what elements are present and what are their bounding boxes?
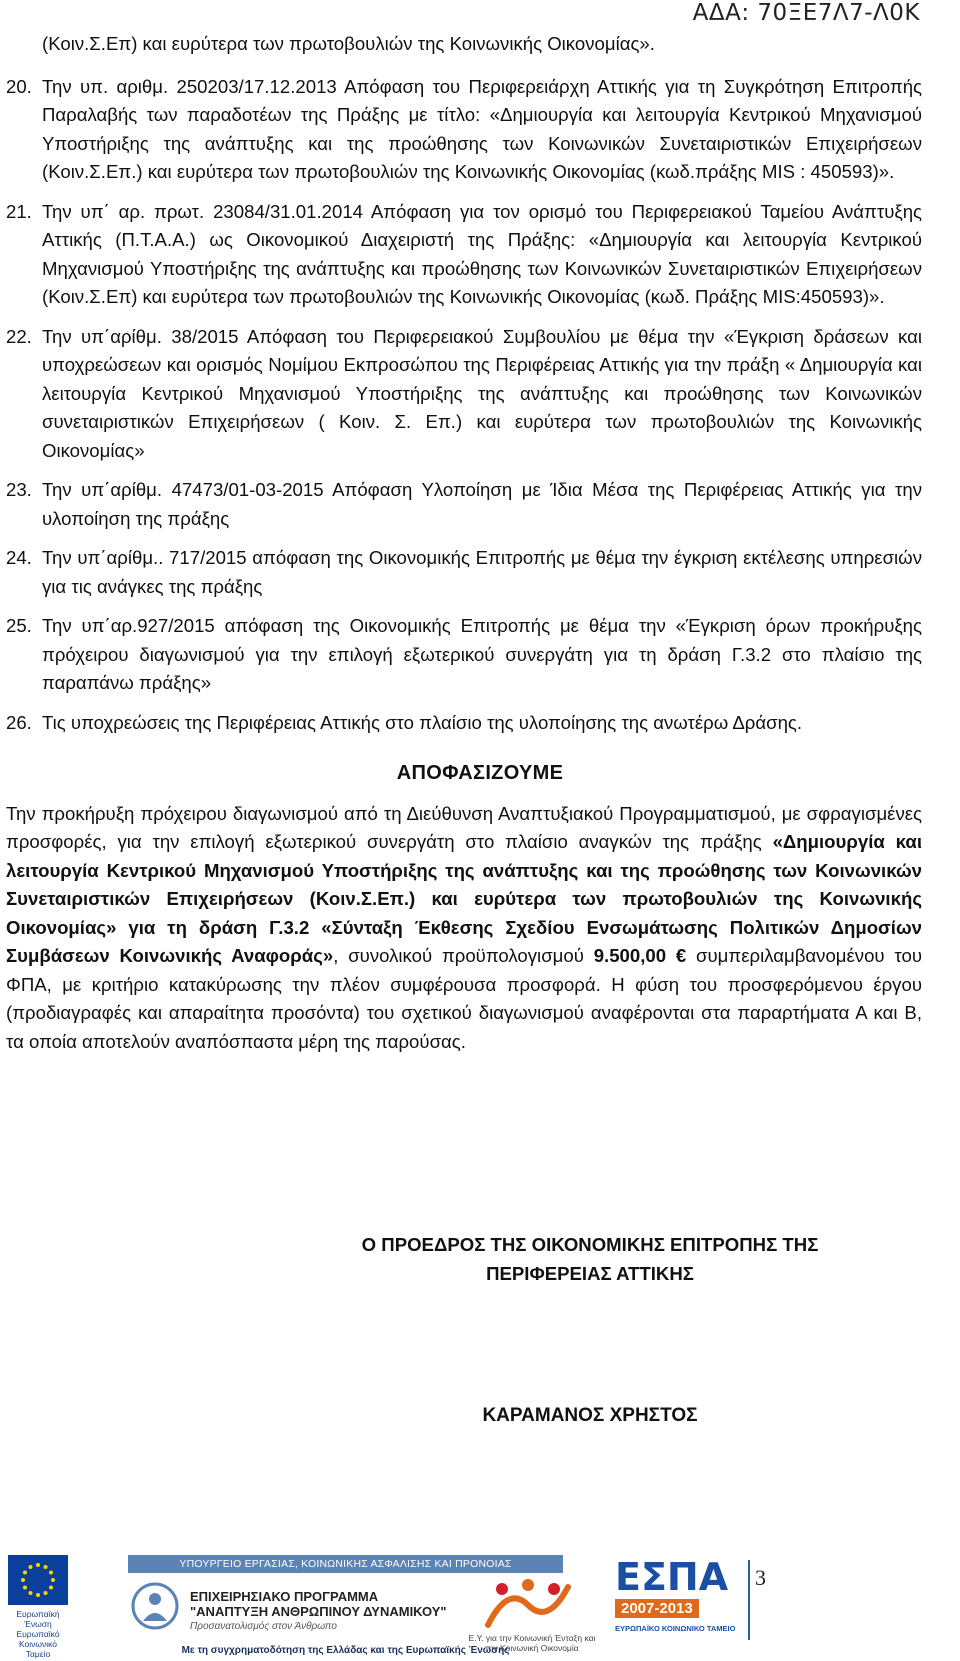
list-item bbox=[0, 476, 960, 533]
list-item bbox=[0, 198, 960, 312]
ministry-banner: ΥΠΟΥΡΓΕΙΟ ΕΡΓΑΣΙΑΣ, ΚΟΙΝΩΝΙΚΗΣ ΑΣΦΑΛΙΣΗΣ ΚΑΙ ΠΡΟΝΟΙΑΣ bbox=[128, 1555, 563, 1573]
item-number: 23. bbox=[6, 479, 32, 500]
document-body bbox=[0, 30, 960, 1056]
program-title-line1: ΕΠΙΧΕΙΡΗΣΙΑΚΟ ΠΡΟΓΡΑΜΜΑ bbox=[190, 1589, 379, 1604]
program-subtitle: Προσανατολισμός στον Άνθρωπο bbox=[190, 1621, 337, 1632]
decision-text-part2: , συνολικού προϋπολογισμού bbox=[333, 945, 594, 966]
espa-title: ΕΣΠΑ bbox=[615, 1555, 729, 1599]
eu-logo bbox=[8, 1555, 68, 1659]
program-logo-icon bbox=[130, 1581, 180, 1631]
item-number: 20. bbox=[6, 75, 32, 97]
decision-text-part1: Την προκήρυξη πρόχειρου διαγωνισμού από τη Διεύθυνση Αναπτυξιακού Προγραμματισμού, με σφραγισμένες προσφορές, για την επιλογή εξωτερικού συνεργάτη στο πλαίσιο αναγκών της πράξης bbox=[6, 802, 922, 852]
item-text: Τις υποχρεώσεις της Περιφέρειας Αττικής στο πλαίσιο της υλοποίησης της ανωτέρω Δράσης. bbox=[42, 711, 803, 733]
espa-fund: ΕΥΡΩΠΑΪΚΟ ΚΟΙΝΩΝΙΚΟ ΤΑΜΕΙΟ bbox=[615, 1624, 736, 1633]
eu-flag-icon bbox=[8, 1555, 68, 1605]
item-text: Την υπ΄ αρ. πρωτ. 23084/31.01.2014 Απόφαση για τον ορισμό του Περιφερειακού Ταμείου Ανάπτυξης Αττικής (Π.Τ.Α.Α.) ως Οικονομικού Διαχειριστή της Πράξης: «Δημιουργία και λειτουργία Κεντρικού Μηχανισμού Υποστήριξης της ανάπτυξης και προώθησης των Κοινωνικών Συνεταιριστικών Επιχειρήσεων (Κοιν.Σ.Επ) και ευρύτερα των πρωτοβουλιών της Κοινωνικής Οικονομίας (κωδ. Πράξης MIS:450593)». bbox=[42, 200, 922, 307]
list-item bbox=[0, 73, 960, 187]
decision-text-part3: συμπεριλαμβανομένου του ΦΠΑ, με κριτήριο κατακύρωσης την πλέον συμφέρουσα προσφορά. Η φύση του προσφερόμενου έργου (προδιαγραφές και απαραίτητα προσόντα) του σχετικού διαγωνισμού αναφέρονται στα παραρτήματα Α και Β, τα οποία αποτελούν αναπόσπαστα μέρη της παρούσας. bbox=[6, 945, 922, 1052]
signatory-title-line1: Ο ΠΡΟΕΔΡΟΣ ΤΗΣ ΟΙΚΟΝΟΜΙΚΗΣ ΕΠΙΤΡΟΠΗΣ ΤΗΣ bbox=[361, 1234, 819, 1255]
signatory-name: ΚΑΡΑΜΑΝΟΣ ΧΡΗΣΤΟΣ bbox=[482, 1405, 698, 1426]
item-text: Την υπ΄αρίθμ. 47473/01-03-2015 Απόφαση Υλοποίηση με Ίδια Μέσα της Περιφέρειας Αττικής για την υλοποίηση της πράξης bbox=[42, 479, 922, 529]
continuation-text: (Κοιν.Σ.Επ) και ευρύτερα των πρωτοβουλιών της Κοινωνικής Οικονομίας». bbox=[42, 33, 655, 54]
decision-project-title: «Δημιουργία και λειτουργία Κεντρικού Μηχανισμού Υποστήριξης της ανάπτυξης και της προώθησης των Κοινωνικών Συνεταιριστικών Επιχειρήσεων (Κοιν.Σ.Επ.) και ευρύτερα των πρωτοβουλιών της Κοινωνικής Οικονομίας» για τη δράση Γ.3.2 «Σύνταξη Έκθεσης Σχεδίου Ενσωμάτωσης Πολιτικών Δημοσίων Συμβάσεων Κοινωνικής Αναφοράς» bbox=[6, 831, 922, 966]
item-text: Την υπ΄αρ.927/2015 απόφαση της Οικονομικής Επιτροπής με θέμα την «Έγκριση όρων προκήρυξης πρόχειρου διαγωνισμού για την επιλογή εξωτερικού συνεργάτη για τη δράση Γ.3.2 στο πλαίσιο της παραπάνω πράξης» bbox=[42, 615, 922, 693]
item-text: Την υπ. αριθμ. 250203/17.12.2013 Απόφαση του Περιφερειάρχη Αττικής για τη Συγκρότηση Επιτροπής Παραλαβής των παραδοτέων της Πράξης με τίτλο: «Δημιουργία και λειτουργία Κεντρικού Μηχανισμού Υποστήριξης της ανάπτυξης και της προώθησης των Κοινωνικών Συνεταιριστικών Επιχειρήσεων (Κοιν.Σ.Επ.) και ευρύτερα των πρωτοβουλιών της Κοινωνικής Οικονομίας (κωδ.πράξης MIS : 450593)». bbox=[42, 75, 922, 182]
item-number: 26. bbox=[6, 711, 32, 733]
signatory-title-line2: ΠΕΡΙΦΕΡΕΙΑΣ ΑΤΤΙΚΗΣ bbox=[486, 1263, 694, 1284]
list-item bbox=[0, 323, 960, 466]
espa-logo bbox=[615, 1557, 745, 1657]
espa-years: 2007-2013 bbox=[615, 1599, 699, 1618]
signatory-title bbox=[300, 1230, 880, 1288]
divider bbox=[748, 1560, 750, 1640]
social-economy-caption: Ε.Υ. για την Κοινωνική Ένταξη και την Κοινωνική Οικονομία bbox=[468, 1633, 596, 1653]
decision-budget: 9.500,00 € bbox=[593, 945, 687, 966]
item-number: 25. bbox=[6, 615, 32, 636]
item-text: Την υπ΄αρίθμ.. 717/2015 απόφαση της Οικονομικής Επιτροπής με θέμα την έγκριση εκτέλεσης υπηρεσιών για τις ανάγκες της πράξης bbox=[42, 547, 922, 597]
footer-logos bbox=[0, 1545, 960, 1661]
page-number: 3 bbox=[755, 1565, 766, 1590]
ada-code: ΑΔΑ: 70ΞΕ7Λ7-Λ0Κ bbox=[692, 0, 920, 26]
cofunding-note: Με τη συγχρηματοδότηση της Ελλάδας και της Ευρωπαϊκής Ένωσης bbox=[181, 1645, 510, 1656]
program-title-line2: "ΑΝΑΠΤΥΞΗ ΑΝΘΡΩΠΙΝΟΥ ΔΥΝΑΜΙΚΟΥ" bbox=[190, 1604, 447, 1619]
decision-paragraph bbox=[0, 800, 960, 1057]
eu-caption: Ευρωπαϊκή Ένωση Ευρωπαϊκό Κοινωνικό Ταμείο bbox=[16, 1609, 60, 1659]
list-item bbox=[0, 709, 960, 738]
list-item bbox=[0, 544, 960, 601]
program-title bbox=[190, 1589, 450, 1634]
item-number: 21. bbox=[6, 200, 32, 222]
item-text: Την υπ΄αρίθμ. 38/2015 Απόφαση του Περιφερειακού Συμβουλίου με θέμα την «Έγκριση δράσεων και υποχρεώσεων και ορισμός Νομίμου Εκπροσώπου της Περιφέρειας Αττικής για την πράξη « Δημιουργία και λειτουργία Κεντρικού Μηχανισμού Υποστήριξης της ανάπτυξης και προώθησης των Κοινωνικών συνεταιριστικών Επιχειρήσεων ( Κοιν. Σ. Επ.) και ευρύτερα των πρωτοβουλιών της Κοινωνικής Οικονομίας» bbox=[42, 325, 922, 461]
item-number: 22. bbox=[6, 325, 32, 347]
decision-heading: ΑΠΟΦΑΣΙΖΟΥΜΕ bbox=[396, 762, 564, 784]
item-number: 24. bbox=[6, 547, 32, 568]
list-item bbox=[0, 612, 960, 698]
